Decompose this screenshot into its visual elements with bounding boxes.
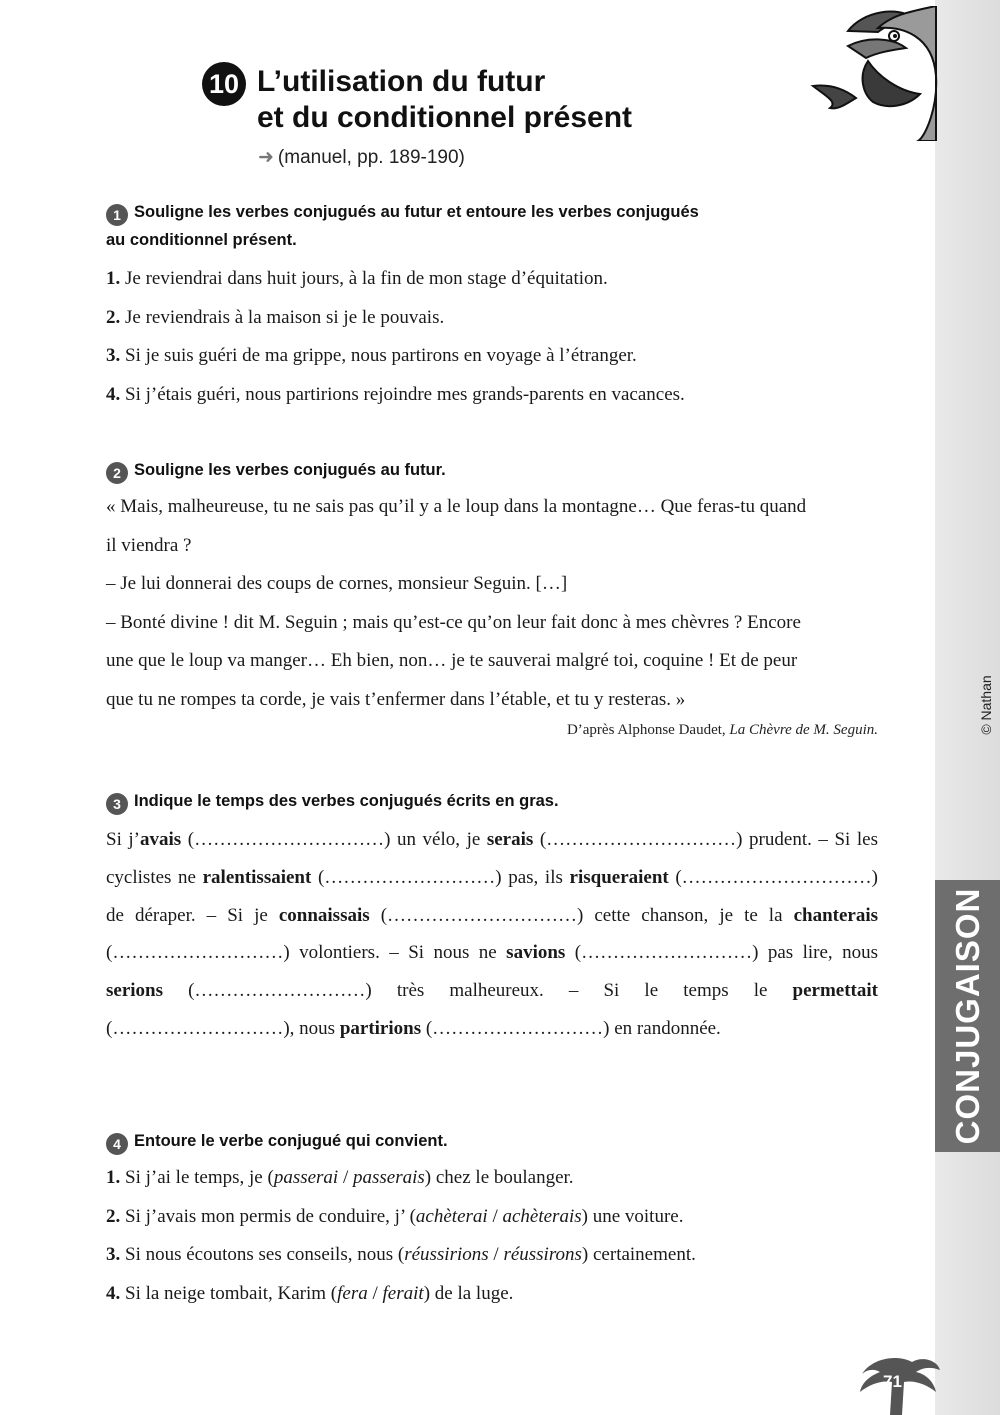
answer-blank[interactable]: (………………………): [425, 1017, 610, 1039]
text-segment: pas lire, nous: [758, 942, 878, 964]
item-text: Je reviendrai dans huit jours, à la fin de mon stage d’équitation.: [125, 268, 608, 289]
text-line: « Mais, malheureuse, tu ne sais pas qu’il y a le loup dans la montagne… Que feras-tu quand: [106, 496, 807, 517]
instruction-text: Entoure le verbe conjugué qui convient.: [134, 1132, 448, 1150]
verb-option[interactable]: passerais: [353, 1167, 425, 1188]
exercise-2: [106, 456, 878, 741]
text-segment: de déraper. – Si je: [106, 904, 279, 926]
source-title: La Chèvre de M. Seguin.: [729, 722, 878, 738]
item-number: 1.: [106, 268, 121, 289]
exercise-number-badge: 1: [106, 204, 128, 226]
list-item: [106, 1159, 878, 1198]
item-text: ) chez le boulanger.: [424, 1167, 574, 1188]
text-segment: un vélo, je: [390, 829, 487, 850]
answer-blank[interactable]: (………………………): [574, 942, 759, 964]
item-number: 4.: [106, 383, 121, 405]
text-line: – Je lui donnerai des coups de cornes, monsieur Seguin. […]: [106, 573, 568, 594]
exercise-number-badge: 2: [106, 462, 128, 484]
answer-blank[interactable]: (………………………): [106, 942, 290, 964]
text-source: [106, 719, 878, 741]
text-segment: pas, ils: [501, 866, 570, 888]
page-title: [257, 64, 632, 136]
answer-blank[interactable]: (…………………………): [380, 904, 584, 926]
text-segment: prudent. – Si les cyclistes ne: [106, 829, 878, 888]
bold-verb: risqueraient: [569, 866, 669, 888]
verb-option[interactable]: réussirons: [503, 1244, 582, 1265]
toucan-illustration: [808, 6, 943, 141]
instruction-text: au conditionnel présent.: [106, 231, 297, 249]
list-item: [106, 1198, 878, 1237]
item-number: 4.: [106, 1282, 121, 1304]
bold-verb: connaissais: [278, 904, 370, 926]
instruction-text: Indique le temps des verbes conjugués écrits en gras.: [134, 792, 559, 810]
bold-verb: partirions: [339, 1017, 422, 1039]
list-item: [106, 299, 878, 338]
exercise-number-badge: 3: [106, 793, 128, 815]
verb-option[interactable]: achèterais: [502, 1205, 582, 1227]
item-number: 2.: [106, 1205, 121, 1227]
bold-verb: permettait: [792, 980, 878, 1002]
option-separator: /: [367, 1282, 383, 1304]
exercise-3: [106, 787, 878, 1048]
item-text: Si la neige tombait, Karim (: [125, 1282, 338, 1304]
list-item: [106, 337, 878, 376]
instruction-text: Souligne les verbes conjugués au futur et entoure les verbes conjugués: [134, 203, 699, 221]
list-item: [106, 260, 878, 299]
bold-verb: chanterais: [793, 904, 878, 926]
text-line: – Bonté divine ! dit M. Seguin ; mais qu’est-ce qu’on leur fait donc à mes chèvres ? Encore: [106, 611, 801, 633]
answer-blank[interactable]: (………………………): [317, 866, 502, 888]
bold-verb: serais: [486, 829, 534, 850]
lesson-number-badge: 10: [202, 62, 246, 106]
text-segment: volontiers. – Si nous ne: [289, 942, 507, 964]
list-item: [106, 376, 878, 415]
exercise-1-instruction: [106, 198, 878, 254]
exercise-4: [106, 1127, 878, 1313]
item-text: Si je suis guéri de ma grippe, nous partirons en voyage à l’étranger.: [125, 345, 637, 366]
manual-reference: [258, 146, 465, 169]
item-text: Si j’étais guéri, nous partirions rejoindre mes grands-parents en vacances.: [125, 383, 685, 405]
verb-option[interactable]: fera: [337, 1282, 368, 1304]
option-separator: /: [487, 1205, 503, 1227]
item-text: Si j’avais mon permis de conduire, j’ (: [125, 1205, 416, 1227]
answer-blank[interactable]: (………………………): [188, 980, 372, 1002]
arrow-right-icon: ➜: [258, 147, 274, 168]
item-number: 3.: [106, 345, 121, 366]
verb-option[interactable]: achèterai: [415, 1205, 488, 1227]
source-author: D’après Alphonse Daudet,: [566, 722, 730, 738]
list-item: [106, 1236, 878, 1275]
answer-blank[interactable]: (…………………………): [675, 866, 879, 888]
option-separator: /: [338, 1167, 353, 1188]
verb-option[interactable]: réussirions: [404, 1244, 489, 1265]
verb-option[interactable]: ferait: [382, 1282, 424, 1304]
exercise-1: [106, 198, 878, 414]
title-line-1: L’utilisation du futur: [257, 65, 546, 98]
verb-option[interactable]: passerai: [273, 1167, 339, 1188]
exercise-2-instruction: [106, 456, 878, 484]
bold-verb: avais: [140, 829, 182, 850]
bold-verb: savions: [506, 942, 566, 964]
text-segment: cette chanson, je te la: [583, 904, 794, 926]
instruction-text: Souligne les verbes conjugués au futur.: [134, 461, 446, 479]
text-segment: en randonnée.: [609, 1017, 721, 1039]
text-segment: , nous: [289, 1017, 340, 1039]
copyright-notice: © Nathan: [978, 675, 994, 735]
answer-blank[interactable]: (………………………): [106, 1017, 290, 1039]
exercise-4-instruction: [106, 1127, 878, 1155]
text-line: une que le loup va manger… Eh bien, non… je te sauverai malgré toi, coquine ! Et de peur: [106, 650, 798, 671]
item-text: ) de la luge.: [423, 1282, 514, 1304]
exercise-number-badge: 4: [106, 1133, 128, 1155]
item-text: Je reviendrais à la maison si je le pouvais.: [125, 306, 445, 328]
section-tab-label: CONJUGAISON: [949, 887, 986, 1145]
bold-verb: ralentissaient: [202, 866, 312, 888]
option-separator: /: [488, 1244, 504, 1265]
title-line-2: et du conditionnel présent: [257, 101, 633, 134]
item-text: ) une voiture.: [581, 1205, 684, 1227]
list-item: [106, 1275, 878, 1314]
exercise-3-instruction: [106, 787, 878, 815]
text-segment: Si j’: [106, 829, 141, 850]
text-segment: très malheureux. – Si le temps le: [371, 980, 793, 1002]
manual-reference-text: (manuel, pp. 189-190): [277, 147, 465, 168]
bold-verb: serions: [106, 980, 163, 1002]
item-text: Si j’ai le temps, je (: [125, 1167, 274, 1188]
item-text: Si nous écoutons ses conseils, nous (: [125, 1244, 405, 1265]
fill-in-paragraph: [106, 821, 878, 1048]
page-number: 71: [883, 1372, 902, 1391]
answer-blank[interactable]: (…………………………): [539, 829, 743, 850]
item-number: 1.: [106, 1167, 121, 1188]
item-number: 3.: [106, 1244, 121, 1265]
text-line: il viendra ?: [106, 534, 192, 556]
item-text: ) certainement.: [581, 1244, 696, 1265]
text-line: que tu ne rompes ta corde, je vais t’enfermer dans l’étable, et tu y resteras. »: [106, 688, 686, 710]
item-number: 2.: [106, 306, 121, 328]
answer-blank[interactable]: (…………………………): [187, 829, 391, 850]
